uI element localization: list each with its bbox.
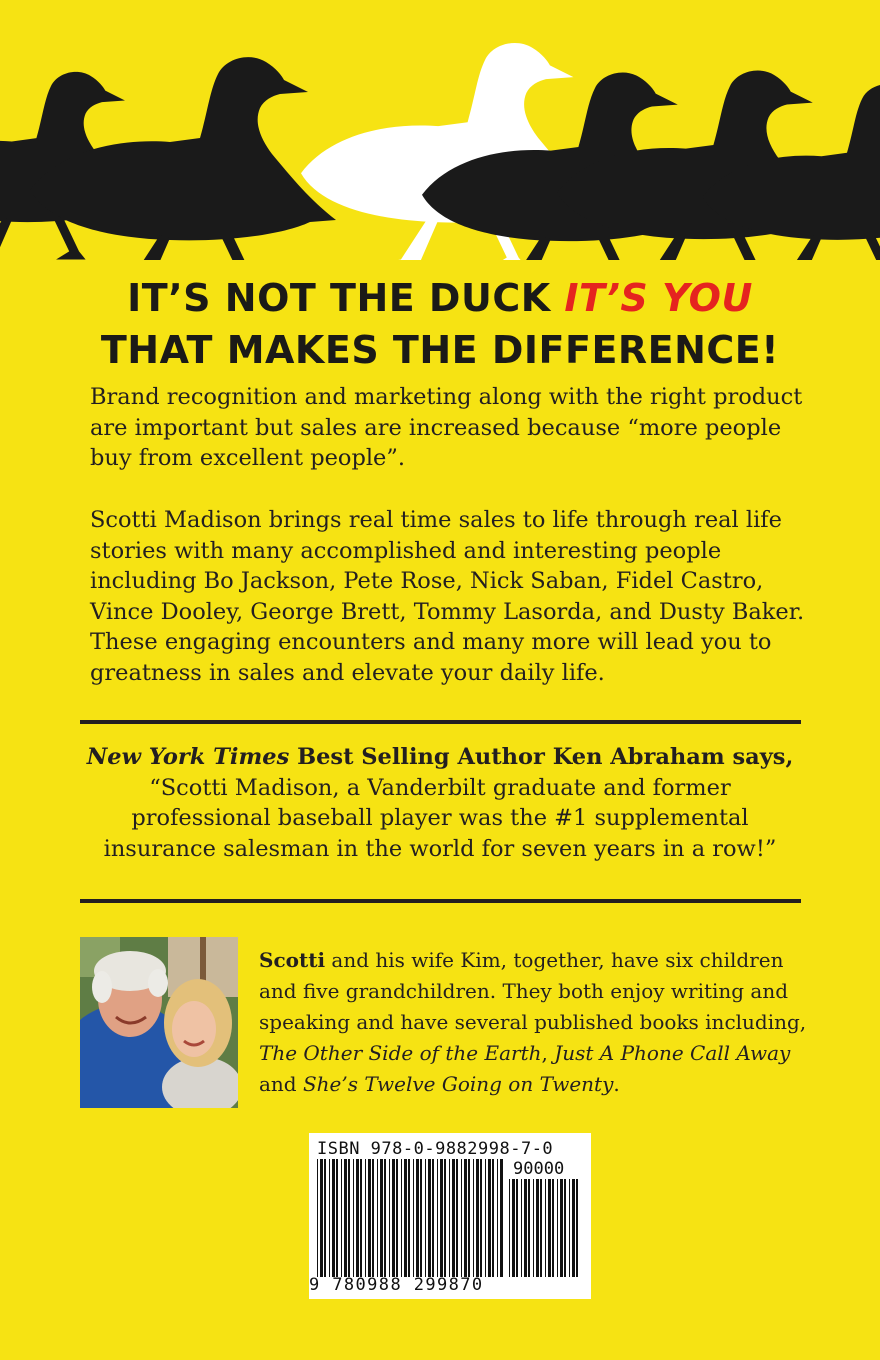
barcode-bar [416, 1159, 419, 1277]
barcode-bar [341, 1159, 342, 1277]
barcode-bar [444, 1159, 446, 1277]
barcode-bar [317, 1159, 318, 1277]
barcode-bar [329, 1159, 330, 1277]
paragraph-1: Brand recognition and marketing along with the right product are important but sales are increased because “more people buy from excellent people”. [90, 384, 803, 471]
price-code: 90000 [513, 1159, 565, 1179]
barcode-bar [560, 1179, 563, 1277]
barcode-bar [528, 1179, 530, 1277]
barcode-bar [372, 1159, 374, 1277]
barcode-bar [348, 1159, 350, 1277]
barcode-bar [497, 1159, 498, 1277]
barcode-bar [365, 1159, 366, 1277]
barcode-bar [509, 1179, 510, 1277]
barcode-bar [468, 1159, 470, 1277]
barcode-bar [368, 1159, 371, 1277]
barcode-bar [332, 1159, 335, 1277]
barcode-bar [324, 1159, 326, 1277]
barcode-bar [396, 1159, 398, 1277]
barcode-bar [360, 1159, 362, 1277]
quote-attribution [87, 744, 794, 770]
endorsement-quote [80, 742, 800, 864]
barcode-bar [524, 1179, 527, 1277]
barcode-bar [476, 1159, 479, 1277]
barcode-bar [536, 1179, 539, 1277]
bio-name: Scotti [259, 948, 326, 972]
barcode-bar [437, 1159, 438, 1277]
bio-book-2: Just A Phone Call Away [554, 1041, 791, 1065]
barcode-bar [548, 1179, 551, 1277]
divider-bottom [80, 899, 801, 903]
barcode-bar [449, 1159, 450, 1277]
barcode-bar [384, 1159, 386, 1277]
barcode-bar [564, 1179, 566, 1277]
barcode-bar [420, 1159, 422, 1277]
isbn-number: ISBN 978-0-9882998-7-0 [317, 1139, 554, 1159]
barcode-bar [428, 1159, 431, 1277]
bio-separator-1: , [541, 1041, 555, 1065]
price-barcode-bars [509, 1179, 583, 1277]
divider-top [80, 720, 801, 724]
barcode-bar [552, 1179, 554, 1277]
bio-end: . [613, 1072, 620, 1096]
barcode-bar [533, 1179, 534, 1277]
barcode-bar [401, 1159, 402, 1277]
quote-publication: New York Times [86, 744, 290, 770]
headline-line-1 [0, 272, 880, 324]
barcode-bar [576, 1179, 578, 1277]
barcode-bar [569, 1179, 570, 1277]
barcode-bar [464, 1159, 467, 1277]
bio-book-3: She’s Twelve Going on Twenty [302, 1072, 614, 1096]
barcode-bar [380, 1159, 383, 1277]
barcode-bar [377, 1159, 378, 1277]
headline-part-1: IT’S NOT THE DUCK [127, 276, 565, 320]
author-photo [80, 937, 238, 1108]
headline [0, 272, 880, 376]
headline-line-2: THAT MAKES THE DIFFERENCE! [100, 328, 780, 372]
barcode-bar [500, 1159, 503, 1277]
quote-author: Best Selling Author Ken Abraham says, [289, 744, 794, 770]
barcode-bars [317, 1159, 503, 1277]
barcode-bar [413, 1159, 414, 1277]
bio-book-1: The Other Side of the Earth [259, 1041, 542, 1065]
barcode-bar [461, 1159, 462, 1277]
barcode-bar [516, 1179, 518, 1277]
barcode-bar [440, 1159, 443, 1277]
ean-number: 9 780988 299870 [309, 1275, 484, 1295]
barcode-bar [404, 1159, 407, 1277]
barcode-bar [344, 1159, 347, 1277]
paragraph-2: Scotti Madison brings real time sales to life through real life stories with many accomplished and interesting people including Bo Jackson, Pete Rose, Nick Saban, Fidel Castro, Vince Dooley, George Brett, Tommy Lasorda, and Dusty Baker. These engaging encounters and many more will lead you to greatness in sales and elevate your daily life. [90, 507, 805, 686]
barcode-bar [432, 1159, 434, 1277]
barcode-bar [521, 1179, 522, 1277]
barcode-bar [392, 1159, 395, 1277]
barcode-bar [473, 1159, 474, 1277]
author-bio [259, 945, 819, 1100]
barcode-bar [492, 1159, 494, 1277]
isbn-barcode [309, 1133, 591, 1299]
bio-text: and his wife Kim, together, have six children and five grandchildren. They both enjoy writing and speaking and have several published books including, [259, 948, 807, 1034]
barcode-bar [320, 1159, 323, 1277]
duck-illustration [0, 0, 880, 260]
barcode-bar [572, 1179, 575, 1277]
barcode-bar [425, 1159, 426, 1277]
barcode-bar [557, 1179, 558, 1277]
barcode-bar [485, 1159, 486, 1277]
barcode-bar [356, 1159, 359, 1277]
barcode-bar [456, 1159, 458, 1277]
barcode-bar [545, 1179, 546, 1277]
barcode-bar [353, 1159, 354, 1277]
barcode-bar [488, 1159, 491, 1277]
quote-text: “Scotti Madison, a Vanderbilt graduate and former professional baseball player was the #1 supplemental insurance salesman in the world for seven years in a row!” [103, 774, 777, 862]
barcode-bar [540, 1179, 542, 1277]
barcode-bar [408, 1159, 410, 1277]
bio-separator-2: and [259, 1072, 303, 1096]
headline-accent: IT’S YOU [564, 276, 753, 320]
barcode-bar [452, 1159, 455, 1277]
barcode-bar [512, 1179, 515, 1277]
barcode-bar [480, 1159, 482, 1277]
barcode-bar [389, 1159, 390, 1277]
barcode-bar [336, 1159, 338, 1277]
